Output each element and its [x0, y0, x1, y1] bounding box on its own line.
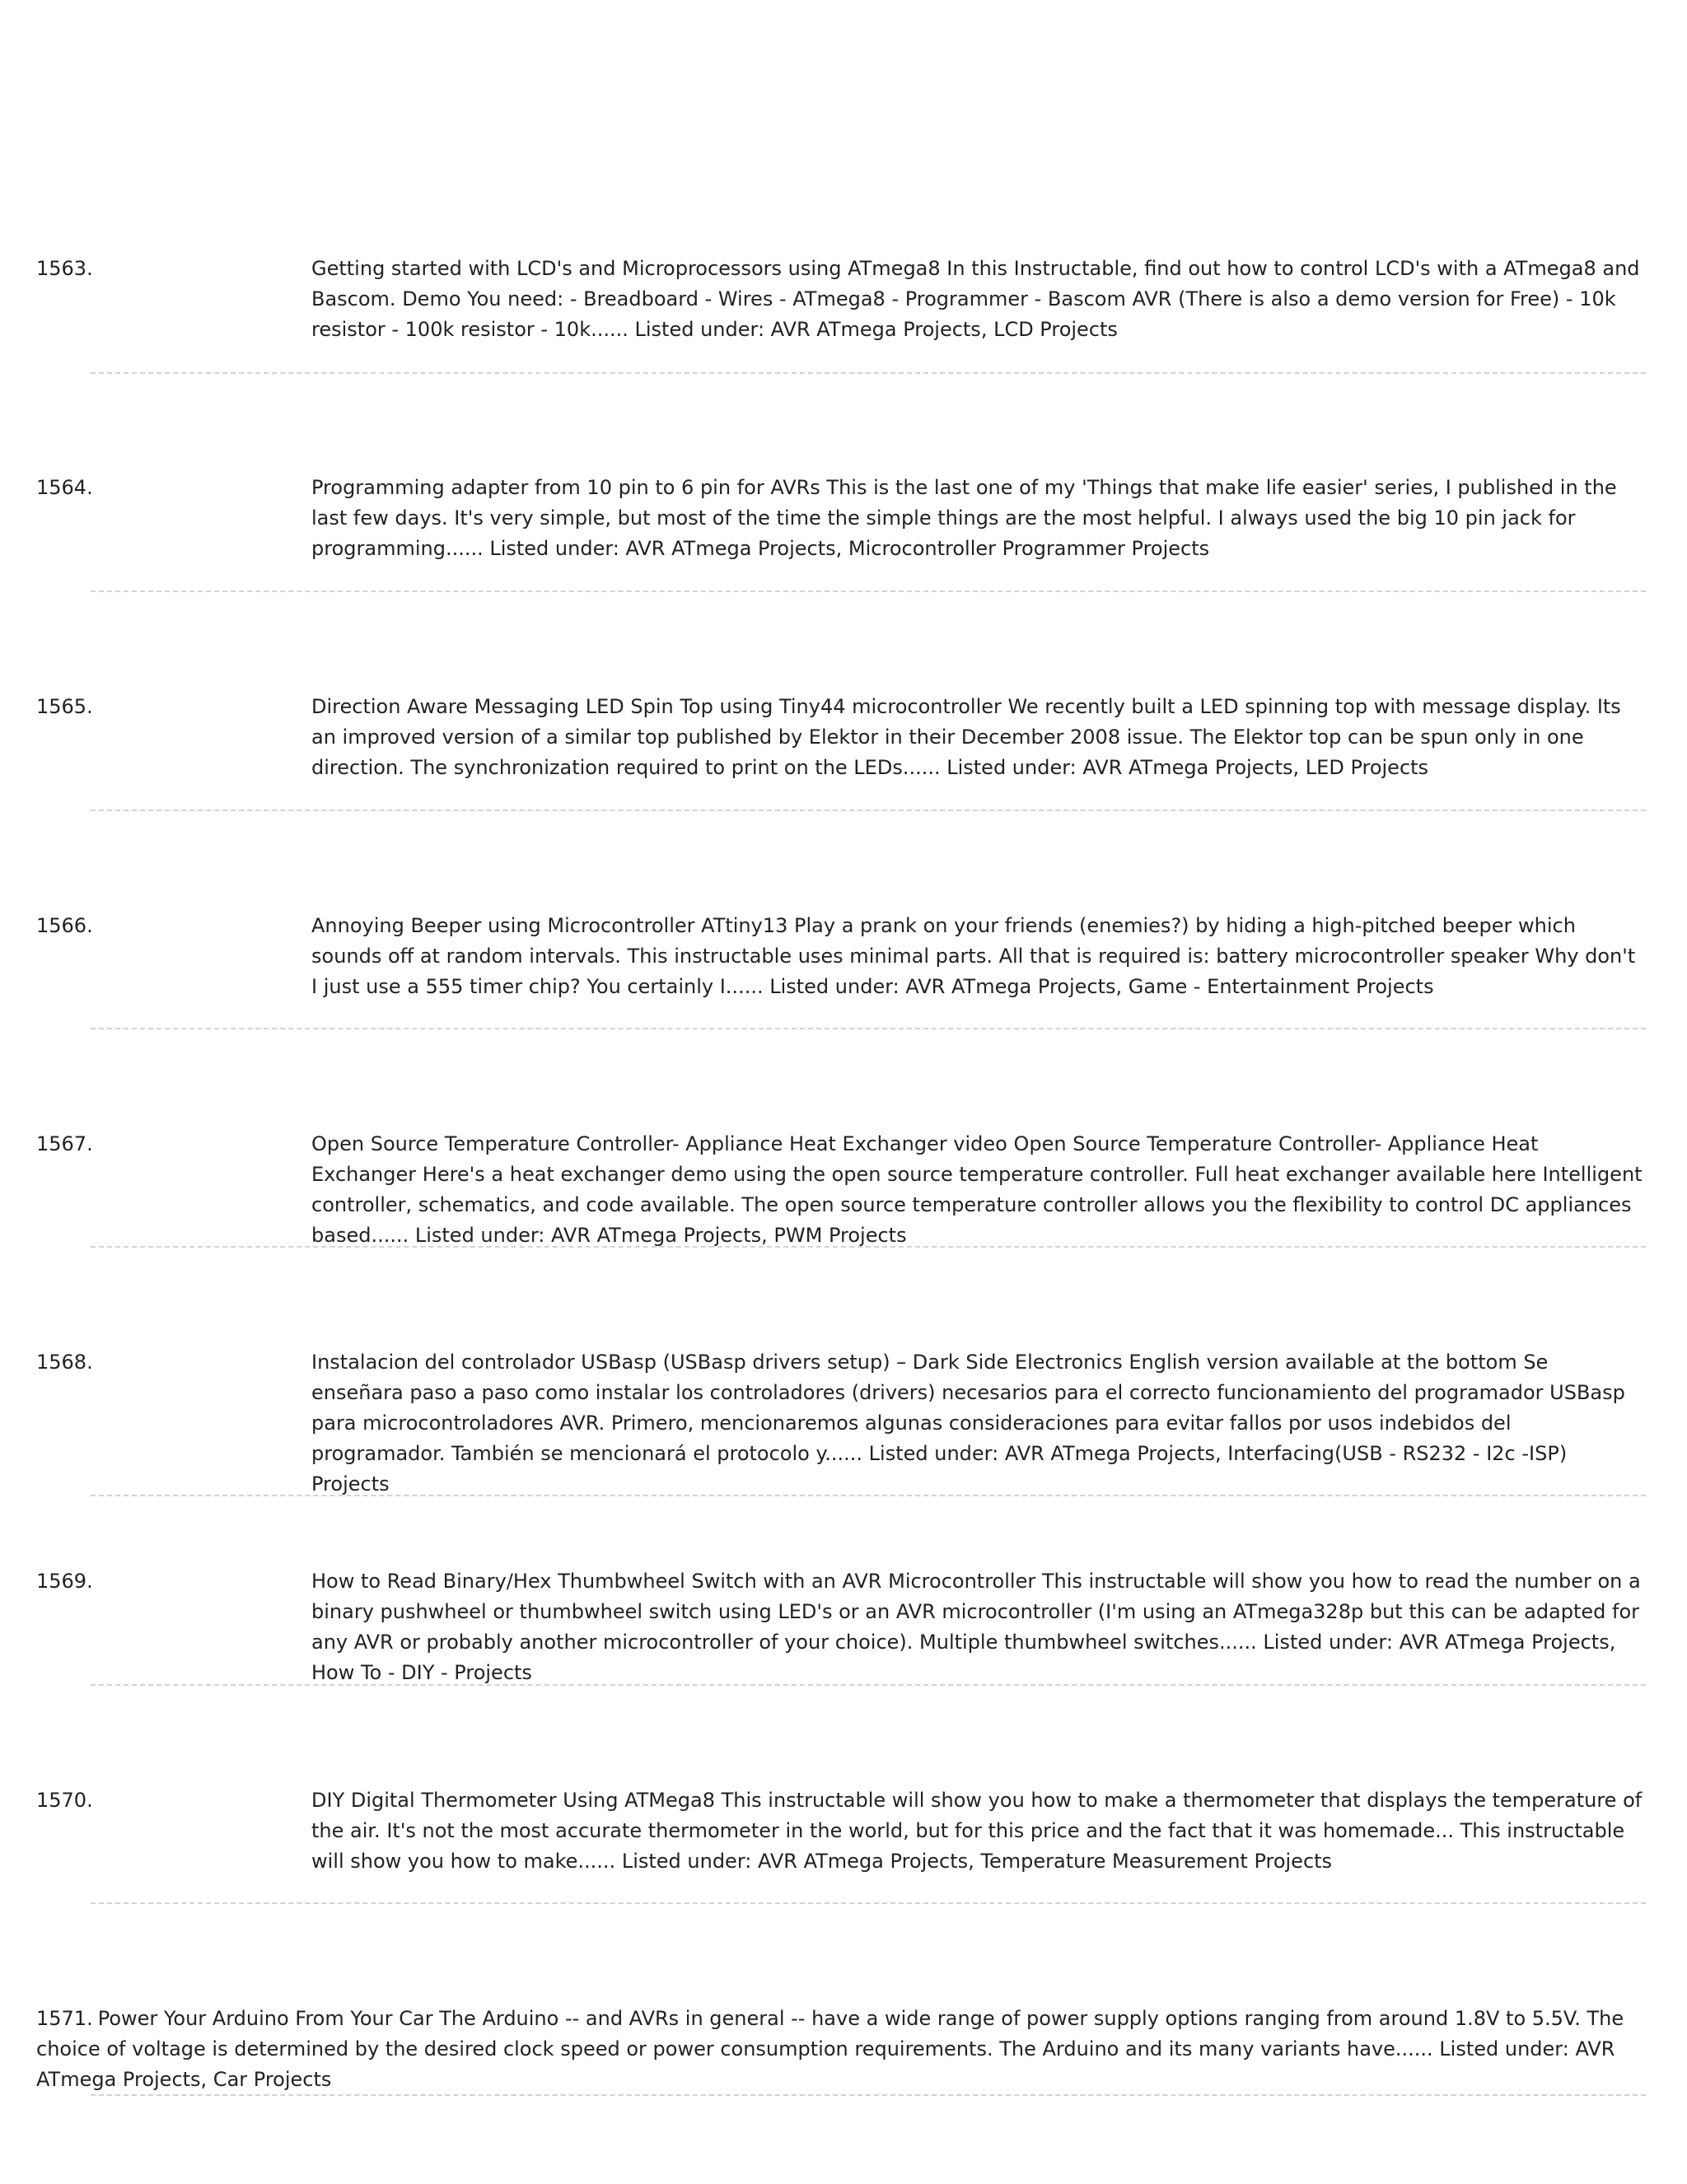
divider: [91, 1246, 1646, 1248]
item-text[interactable]: Instalacion del controlador USBasp (USBasp drivers setup) – Dark Side Electronics English version available at the bottom Se enseñara paso a paso como instalar los controladores (drivers) necesarios para el correcto funcionamiento del programador USBasp para microcontroladores AVR. Primero, mencionaremos algunas consideraciones para evitar fallos por usos indebidos del programador. También se mencionará el protocolo y...... Listed under: AVR ATmega Projects, Interfacing(USB - RS232 - I2c -ISP) Projects: [311, 1351, 1625, 1496]
item-number: 1569.: [36, 1570, 93, 1593]
item-text[interactable]: Open Source Temperature Controller- Appliance Heat Exchanger video Open Source Temperature Controller- Appliance Heat Exchanger Here's a heat exchanger demo using the open source temperature controller. Full heat exchanger available here Intelligent controller, schematics, and code available. The open source temperature controller allows you the flexibility to control DC appliances based...... Listed under: AVR ATmega Projects, PWM Projects: [311, 1132, 1643, 1247]
item-number: 1567.: [36, 1132, 93, 1155]
item-number: 1563.: [36, 257, 93, 280]
divider: [91, 1028, 1646, 1029]
item-number: 1571.: [36, 2007, 93, 2030]
item-text[interactable]: Annoying Beeper using Microcontroller ATtiny13 Play a prank on your friends (enemies?) by hiding a high-pitched beeper which sounds off at random intervals. This instructable uses minimal parts. All that is required is: battery microcontroller speaker Why don't I just use a 555 timer chip? You certainly I...... Listed under: AVR ATmega Projects, Game - Entertainment Projects: [311, 914, 1636, 998]
item-text: Power Your Arduino From Your Car The Arduino -- and AVRs in general -- have a wide range of power supply options ranging from around 1.8V to 5.5V. The choice of voltage is determined by the desired clock speed or power consumption requirements. The Arduino and its many variants have...... Listed under: AVR ATmega Projects, Car Projects: [36, 2007, 1624, 2091]
divider: [91, 810, 1646, 811]
item-number: 1564.: [36, 476, 93, 499]
item-text[interactable]: Direction Aware Messaging LED Spin Top using Tiny44 microcontroller We recently built a LED spinning top with message display. Its an improved version of a similar top published by Elektor in their December 2008 issue. The Elektor top can be spun only in one direction. The synchronization required to print on the LEDs...... Listed under: AVR ATmega Projects, LED Projects: [311, 695, 1621, 779]
divider: [91, 1684, 1646, 1686]
item-number: 1570.: [36, 1789, 93, 1812]
item-text[interactable]: DIY Digital Thermometer Using ATMega8 This instructable will show you how to make a thermometer that displays the temperature of the air. It's not the most accurate thermometer in the world, but for this price and the fact that it was homemade... This instructable will show you how to make...... Listed under: AVR ATmega Projects, Temperature Measurement Projects: [311, 1789, 1643, 1873]
item-text-inline[interactable]: [36, 2004, 1646, 2091]
item-number: 1566.: [36, 914, 93, 937]
divider: [91, 372, 1646, 374]
item-text[interactable]: Getting started with LCD's and Microprocessors using ATmega8 In this Instructable, find out how to control LCD's with a ATmega8 and Bascom. Demo You need: - Breadboard - Wires - ATmega8 - Programmer - Bascom AVR (There is also a demo version for Free) - 10k resistor - 100k resistor - 10k...... Listed under: AVR ATmega Projects, LCD Projects: [311, 257, 1640, 341]
item-number: 1568.: [36, 1351, 93, 1374]
item-text[interactable]: How to Read Binary/Hex Thumbwheel Switch with an AVR Microcontroller This instructable will show you how to read the number on a binary pushwheel or thumbwheel switch using LED's or an AVR microcontroller (I'm using an ATmega328p but this can be adapted for any AVR or probably another microcontroller of your choice). Multiple thumbwheel switches...... Listed under: AVR ATmega Projects, How To - DIY - Projects: [311, 1570, 1641, 1684]
item-number: 1565.: [36, 695, 93, 718]
divider: [91, 1902, 1646, 1904]
item-text[interactable]: Programming adapter from 10 pin to 6 pin for AVRs This is the last one of my 'Things that make life easier' series, I published in the last few days. It's very simple, but most of the time the simple things are the most helpful. I always used the big 10 pin jack for programming...... Listed under: AVR ATmega Projects, Microcontroller Programmer Projects: [311, 476, 1617, 560]
divider: [91, 1495, 1646, 1496]
divider: [91, 590, 1646, 592]
divider: [91, 2094, 1646, 2096]
